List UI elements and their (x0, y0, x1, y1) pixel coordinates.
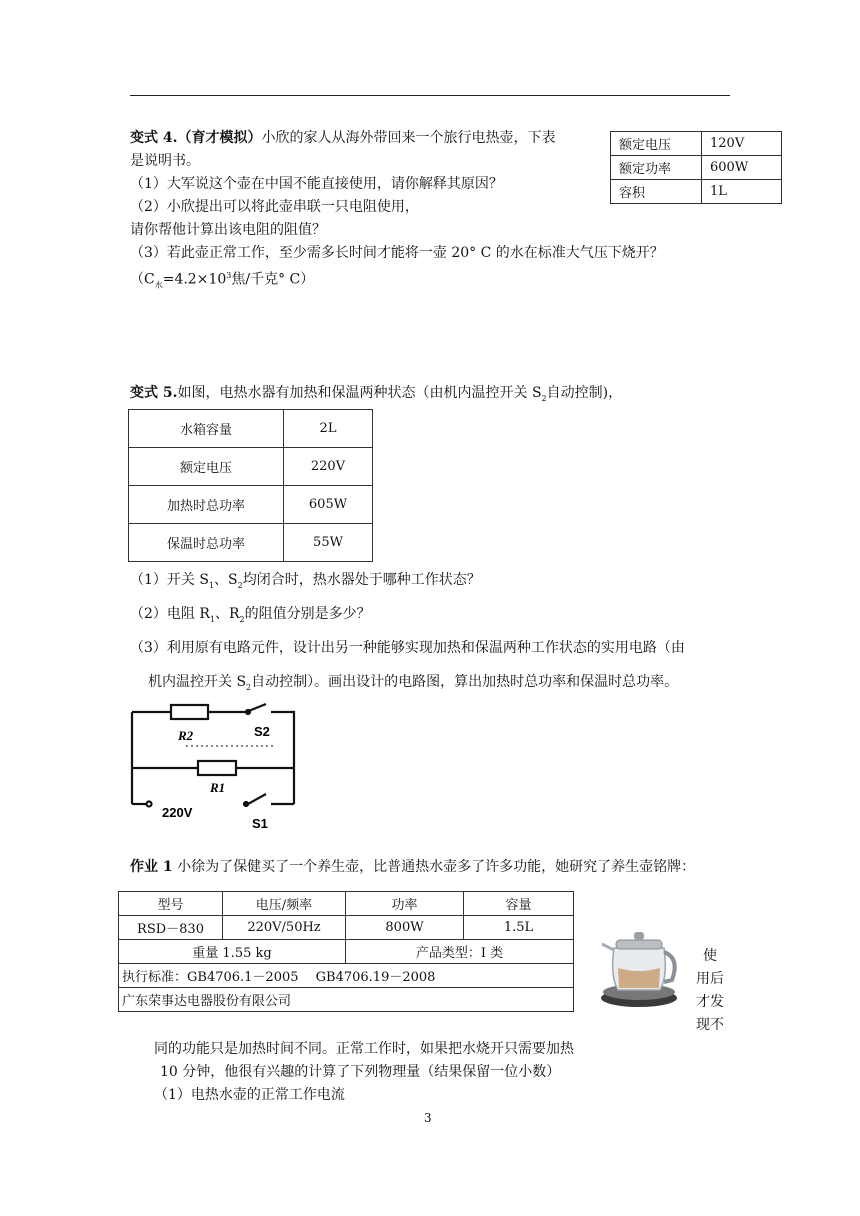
ex4-q3-const (130, 266, 314, 295)
spec-value: 120V (702, 132, 782, 156)
nameplate-weight: 重量 1.55 kg (119, 940, 346, 964)
nameplate-standard: 执行标准：GB4706.1－2005 GB4706.19－2008 (119, 964, 574, 988)
hw1-p2: 10 分钟，他很有兴趣的计算了下列物理量（结果保留一位小数） (160, 1064, 561, 1080)
ex4-q2b: 请你帮他计算出该电阻的阻值？ (130, 222, 326, 238)
hw1-p1: 同的功能只是加热时间不同。正常工作时，如果把水烧开只需要加热 (154, 1041, 574, 1057)
spec-value: 1L (702, 180, 782, 204)
ex5-spec-table (128, 409, 373, 562)
hw1-nameplate (118, 891, 574, 1012)
hw1-intro: 小徐为了保健买了一个养生壶，比普通热水壶多了许多功能，她研究了养生壶铭牌： (177, 859, 696, 875)
ex5-q2 (130, 604, 371, 630)
hw1-side-2: 用后 (696, 971, 724, 987)
ex4-q3: （3）若此壶正常工作，至少需多长时间才能将一壶 20° C 的水在标准大气压下烧开？ (130, 245, 664, 261)
spec-label: 水箱容量 (129, 410, 284, 448)
spec-value: 220V (284, 448, 373, 486)
q2-mid: 、R (215, 606, 240, 622)
hw1-side-3: 才发 (696, 994, 724, 1010)
ex5-q3a: （3）利用原有电路元件，设计出另一种能够实现加热和保温两种工作状态的实用电路（由 (130, 640, 685, 656)
ex4-title: 变式 4.（育才模拟） (130, 130, 262, 146)
nameplate-cell: 1.5L (464, 916, 574, 940)
label-r1: R1 (210, 780, 226, 795)
spec-label: 额定电压 (611, 132, 702, 156)
q2-sub2: 2 (239, 614, 245, 624)
nameplate-header: 型号 (119, 892, 223, 916)
spec-value: 2L (284, 410, 373, 448)
hw1-side-1: 使 (703, 948, 717, 964)
q3b-sub: 2 (246, 682, 252, 692)
q3c-mid: =4.2×10 (162, 271, 227, 288)
hw1-p3: （1）电热水壶的正常工作电流 (154, 1087, 345, 1103)
spec-label: 额定功率 (611, 156, 702, 180)
ex5-intro-post: 自动控制)， (546, 385, 623, 401)
q3b-pre: 机内温控开关 S (148, 674, 247, 690)
hw1-title: 作业 1 (130, 859, 173, 875)
nameplate-header: 容量 (464, 892, 574, 916)
hw1-side-4: 现不 (696, 1017, 724, 1033)
ex4-q1: （1）大军说这个壶在中国不能直接使用，请你解释其原因？ (130, 176, 503, 192)
q3c-post: 焦/千克° C） (231, 271, 315, 288)
q1-sub2: 2 (237, 580, 243, 590)
q3c-pre: （C (130, 271, 155, 288)
ex5-intro-sub: 2 (541, 393, 547, 403)
q1-post: 均闭合时，热水器处于哪种工作状态？ (242, 572, 481, 588)
ex4-q2a: （2）小欣提出可以将此壶串联一只电阻使用， (130, 199, 419, 215)
ex5-intro-pre: 如图，电热水器有加热和保温两种状态（由机内温控开关 S (177, 385, 542, 401)
ex4-intro2: 是说明书。 (130, 153, 200, 169)
ex5-line1 (130, 383, 622, 409)
ex5-q1 (130, 570, 481, 596)
q1-pre: （1）开关 S (130, 572, 209, 588)
nameplate-cell: 220V/50Hz (223, 916, 346, 940)
label-r2: R2 (178, 728, 194, 743)
label-s1: S1 (252, 816, 268, 830)
q2-post: 的阻值分别是多少？ (244, 606, 371, 622)
spec-label: 保温时总功率 (129, 524, 284, 562)
ex4-line1 (130, 128, 556, 148)
circuit-diagram (126, 700, 308, 830)
spec-label: 额定电压 (129, 448, 284, 486)
q3c-sub: 水 (154, 280, 163, 290)
spec-value: 605W (284, 486, 373, 524)
ex5-q3b (148, 672, 678, 698)
nameplate-cell: RSD－830 (119, 916, 223, 940)
label-s2: S2 (254, 724, 270, 739)
header-rule (130, 95, 730, 96)
ex4-intro1: 小欣的家人从海外带回来一个旅行电热壶，下表 (261, 130, 556, 146)
q1-mid: 、S (214, 572, 238, 588)
page-number: 3 (424, 1111, 432, 1125)
q3b-post: 自动控制）。画出设计的电路图，算出加热时总功率和保温时总功率。 (251, 674, 679, 690)
ex5-title: 变式 5. (130, 385, 178, 401)
spec-value: 55W (284, 524, 373, 562)
nameplate-cell: 800W (346, 916, 464, 940)
nameplate-header: 电压/频率 (223, 892, 346, 916)
spec-value: 600W (702, 156, 782, 180)
q3c-sup: 3 (226, 271, 232, 280)
q2-pre: （2）电阻 R (130, 606, 210, 622)
label-220v: 220V (162, 805, 193, 820)
nameplate-company: 广东荣事达电器股份有限公司 (119, 988, 574, 1012)
spec-label: 加热时总功率 (129, 486, 284, 524)
nameplate-header: 功率 (346, 892, 464, 916)
nameplate-type: 产品类型：I 类 (346, 940, 574, 964)
hw1-line1 (130, 857, 695, 877)
kettle-image (594, 918, 684, 1010)
q2-sub1: 1 (209, 614, 215, 624)
ex4-spec-table (610, 131, 782, 204)
spec-label: 容积 (611, 180, 702, 204)
q1-sub1: 1 (208, 580, 215, 590)
